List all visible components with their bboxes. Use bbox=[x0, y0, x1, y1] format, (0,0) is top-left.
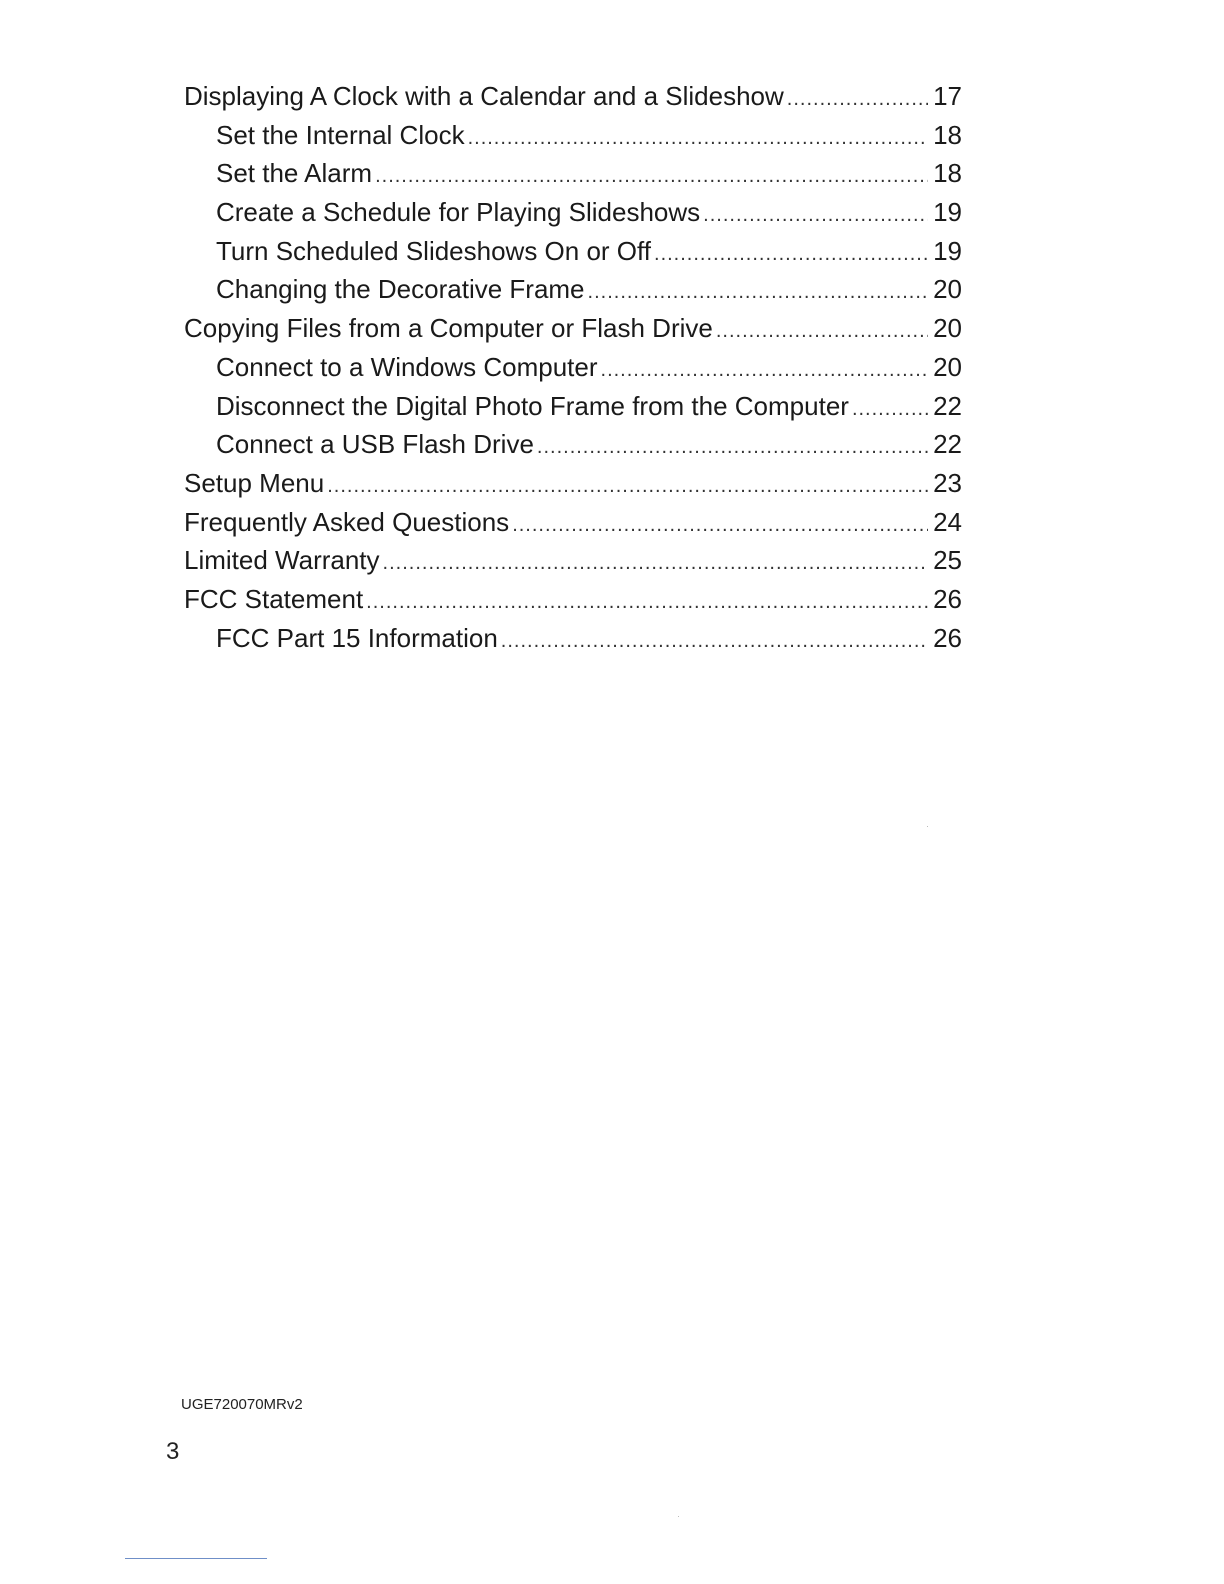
toc-entry-title: FCC Statement bbox=[184, 583, 364, 614]
toc-entry-title: Changing the Decorative Frame bbox=[216, 274, 585, 305]
toc-entry bbox=[184, 154, 962, 193]
toc-entry-page: 24 bbox=[933, 506, 962, 537]
toc-entry-title: Limited Warranty bbox=[184, 545, 380, 576]
toc-entry-page: 19 bbox=[933, 197, 962, 228]
toc-entry-page: 18 bbox=[933, 158, 962, 189]
toc-entry-page: 26 bbox=[933, 622, 962, 653]
document-code: UGE720070MRv2 bbox=[181, 1396, 303, 1413]
toc-entry bbox=[184, 348, 962, 387]
toc-entry-page: 22 bbox=[933, 429, 962, 460]
toc-entry bbox=[184, 309, 962, 348]
toc-dot-leader bbox=[716, 312, 928, 351]
toc-dot-leader bbox=[501, 622, 928, 661]
toc-entry-title: Copying Files from a Computer or Flash Drive bbox=[184, 313, 713, 344]
toc-entry bbox=[184, 77, 962, 116]
toc-entry bbox=[184, 464, 962, 503]
toc-dot-leader bbox=[375, 157, 928, 196]
toc-entry-page: 25 bbox=[933, 545, 962, 576]
toc-entry bbox=[184, 270, 962, 309]
toc-entry-title: Connect a USB Flash Drive bbox=[216, 429, 534, 460]
toc-entry bbox=[184, 541, 962, 580]
toc-dot-leader bbox=[383, 544, 929, 583]
toc-entry-page: 22 bbox=[933, 390, 962, 421]
toc-entry-title: Set the Alarm bbox=[216, 158, 373, 189]
toc-dot-leader bbox=[703, 196, 928, 235]
toc-dot-leader bbox=[787, 80, 928, 119]
toc-entry bbox=[184, 387, 962, 426]
toc-entry-title: Connect to a Windows Computer bbox=[216, 351, 598, 382]
toc-entry-page: 18 bbox=[933, 119, 962, 150]
toc-entry-page: 19 bbox=[933, 235, 962, 266]
toc-entry-page: 23 bbox=[933, 467, 962, 498]
toc-entry bbox=[184, 116, 962, 155]
toc-entry-page: 20 bbox=[933, 274, 962, 305]
toc-entry bbox=[184, 503, 962, 542]
toc-entry bbox=[184, 232, 962, 271]
toc-entry-title: Disconnect the Digital Photo Frame from the Computer bbox=[216, 390, 849, 421]
table-of-contents bbox=[184, 77, 962, 657]
toc-dot-leader bbox=[327, 467, 928, 506]
bottom-rule bbox=[125, 1558, 267, 1559]
toc-entry bbox=[184, 425, 962, 464]
scan-speck bbox=[927, 826, 928, 827]
toc-entry bbox=[184, 619, 962, 658]
toc-dot-leader bbox=[537, 428, 928, 467]
toc-entry-title: Setup Menu bbox=[184, 467, 325, 498]
toc-entry-title: Turn Scheduled Slideshows On or Off bbox=[216, 235, 652, 266]
toc-entry-page: 20 bbox=[933, 313, 962, 344]
toc-dot-leader bbox=[588, 273, 929, 312]
page-number: 3 bbox=[166, 1438, 180, 1465]
toc-entry-title: Frequently Asked Questions bbox=[184, 506, 510, 537]
toc-entry-title: FCC Part 15 Information bbox=[216, 622, 498, 653]
toc-dot-leader bbox=[852, 390, 928, 429]
toc-dot-leader bbox=[601, 351, 929, 390]
scan-speck bbox=[678, 1516, 679, 1517]
toc-entry-page: 26 bbox=[933, 583, 962, 614]
toc-dot-leader bbox=[512, 506, 928, 545]
toc-entry bbox=[184, 193, 962, 232]
toc-dot-leader bbox=[468, 119, 929, 158]
toc-entry-title: Create a Schedule for Playing Slideshows bbox=[216, 197, 701, 228]
toc-entry-page: 17 bbox=[933, 81, 962, 111]
toc-entry-title: Displaying A Clock with a Calendar and a Slideshow bbox=[184, 81, 784, 111]
toc-entry-title: Set the Internal Clock bbox=[216, 119, 465, 150]
toc-dot-leader bbox=[654, 235, 928, 274]
toc-dot-leader bbox=[366, 583, 928, 622]
toc-entry-page: 20 bbox=[933, 351, 962, 382]
toc-entry bbox=[184, 580, 962, 619]
